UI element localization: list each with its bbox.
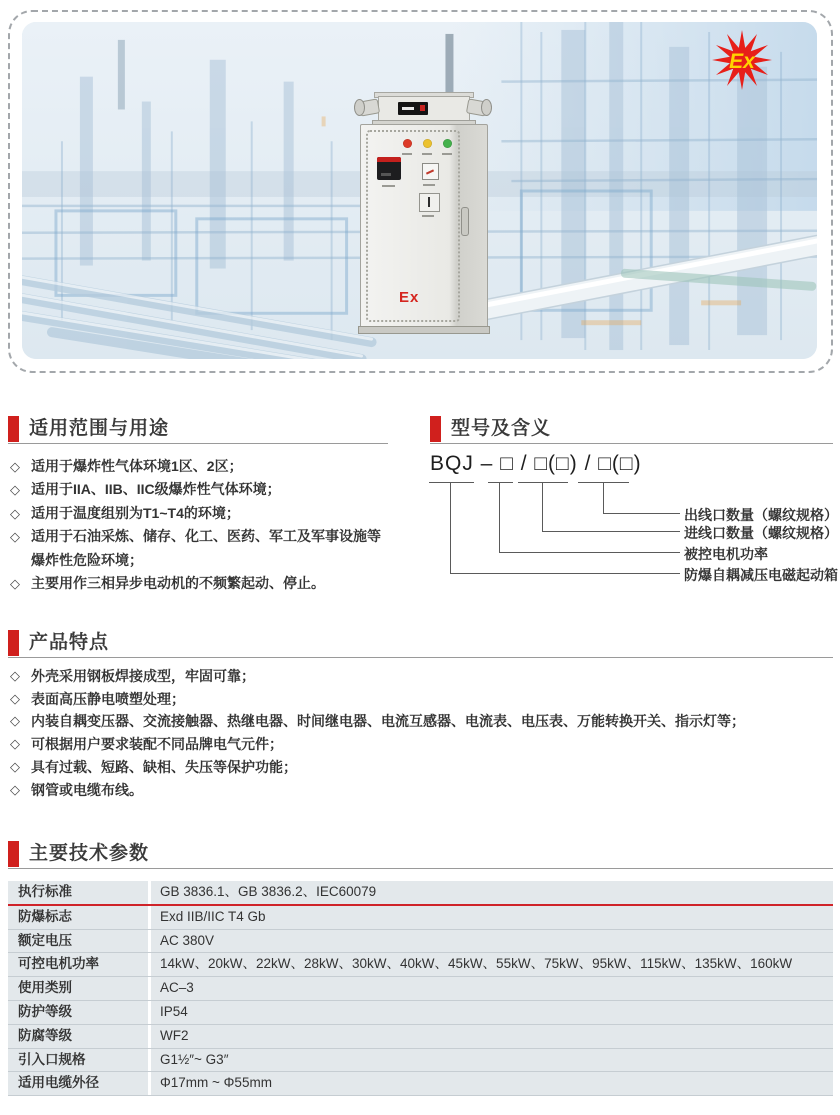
bullet-text: 可根据用户要求装配不同品牌电气元件； bbox=[31, 736, 283, 753]
param-value: G1½″~ G3″ bbox=[151, 1049, 833, 1072]
diamond-bullet-icon: ◇ bbox=[10, 758, 20, 774]
photo-frame bbox=[8, 10, 833, 373]
param-row bbox=[8, 1025, 833, 1049]
param-value: 14kW、20kW、22kW、28kW、30kW、40kW、45kW、55kW、75kW、95kW、115kW、135kW、160kW bbox=[151, 953, 833, 976]
bullet-item bbox=[10, 525, 394, 572]
breaker-label-mark bbox=[382, 185, 395, 187]
yellow-indicator-light bbox=[423, 139, 432, 148]
bullet-item bbox=[10, 756, 830, 779]
param-row bbox=[8, 881, 833, 906]
section-title-features: 产品特点 bbox=[29, 632, 110, 653]
section-accent-bar bbox=[430, 416, 441, 442]
model-label: 被控电机功率 bbox=[684, 546, 768, 562]
bullet-item bbox=[10, 733, 830, 756]
model-code: BQJ – □ / □(□) / □(□) bbox=[430, 452, 642, 475]
cabinet-display-window bbox=[398, 102, 428, 115]
features-list bbox=[10, 665, 830, 801]
bullet-text: 主要用作三相异步电动机的不频繁起动、停止。 bbox=[31, 575, 325, 592]
param-label: 防护等级 bbox=[8, 1001, 151, 1024]
bullet-item bbox=[10, 688, 830, 711]
bullet-text: 具有过载、短路、缺相、失压等保护功能； bbox=[31, 758, 297, 775]
cabinet-body bbox=[360, 124, 488, 328]
ex-certification-badge bbox=[708, 28, 776, 92]
param-row bbox=[8, 953, 833, 977]
cabinet-base-flange bbox=[358, 326, 490, 334]
green-indicator-light bbox=[443, 139, 452, 148]
param-row bbox=[8, 1001, 833, 1025]
bullet-text: 适用于温度组别为T1~T4的环境； bbox=[31, 504, 240, 521]
model-label: 进线口数量（螺纹规格） bbox=[684, 525, 838, 541]
param-value: AC–3 bbox=[151, 977, 833, 1000]
diagram-line bbox=[499, 552, 680, 553]
bullet-item bbox=[10, 779, 830, 802]
meter-label-mark bbox=[423, 184, 435, 186]
diagram-line bbox=[518, 482, 568, 483]
diagram-line bbox=[488, 482, 513, 483]
bullet-item bbox=[10, 665, 830, 688]
param-label: 防腐等级 bbox=[8, 1025, 151, 1048]
bullet-text: 表面高压静电喷塑处理； bbox=[31, 690, 185, 707]
diamond-bullet-icon: ◇ bbox=[10, 713, 20, 729]
cabinet-ex-marking: Ex bbox=[399, 289, 420, 306]
section-accent-bar bbox=[8, 630, 19, 656]
red-indicator-light bbox=[403, 139, 412, 148]
indicator-label-mark bbox=[402, 153, 412, 155]
starburst-icon bbox=[708, 28, 776, 92]
bullet-text: 外壳采用钢板焊接成型，牢固可靠； bbox=[31, 668, 255, 684]
model-label: 出线口数量（螺纹规格） bbox=[684, 507, 838, 523]
param-row bbox=[8, 977, 833, 1001]
param-value: WF2 bbox=[151, 1025, 833, 1048]
diagram-line bbox=[450, 482, 451, 573]
panel-meter bbox=[422, 163, 439, 180]
diagram-line bbox=[429, 482, 474, 483]
param-row bbox=[8, 906, 833, 930]
param-label: 适用电缆外径 bbox=[8, 1072, 151, 1095]
bullet-item bbox=[10, 710, 830, 733]
param-label: 执行标准 bbox=[8, 881, 151, 904]
section-header-features bbox=[8, 630, 833, 658]
param-label: 额定电压 bbox=[8, 930, 151, 953]
param-row bbox=[8, 1049, 833, 1073]
bullet-text: 钢管或电缆布线。 bbox=[31, 781, 143, 798]
model-code-diagram bbox=[430, 452, 838, 592]
diamond-bullet-icon: ◇ bbox=[10, 781, 20, 797]
diamond-bullet-icon: ◇ bbox=[10, 736, 20, 752]
section-accent-bar bbox=[8, 841, 19, 867]
bullet-item bbox=[10, 502, 394, 525]
diagram-line bbox=[603, 482, 604, 513]
bullet-item bbox=[10, 572, 394, 595]
diamond-bullet-icon: ◇ bbox=[10, 690, 20, 706]
section-title-params: 主要技术参数 bbox=[29, 843, 150, 864]
cable-gland-cap-right bbox=[481, 99, 492, 116]
diamond-bullet-icon: ◇ bbox=[10, 668, 20, 683]
section-title-usage: 适用范围与用途 bbox=[29, 418, 170, 439]
param-label: 引入口规格 bbox=[8, 1049, 151, 1072]
param-value: GB 3836.1、GB 3836.2、IEC60079 bbox=[151, 881, 833, 904]
diagram-line bbox=[542, 531, 680, 532]
indicator-label-mark bbox=[422, 153, 432, 155]
param-value: Φ17mm ~ Φ55mm bbox=[151, 1072, 833, 1095]
section-title-model: 型号及含义 bbox=[451, 418, 552, 439]
diagram-line bbox=[603, 513, 680, 514]
ex-badge-text: Ex bbox=[729, 50, 755, 73]
diagram-line bbox=[450, 573, 680, 574]
param-label: 防爆标志 bbox=[8, 906, 151, 929]
param-row bbox=[8, 930, 833, 954]
diamond-bullet-icon: ◇ bbox=[10, 505, 20, 521]
usage-list bbox=[10, 455, 394, 595]
diamond-bullet-icon: ◇ bbox=[10, 482, 20, 498]
indicator-label-mark bbox=[442, 153, 452, 155]
model-label: 防爆自耦减压电磁起动箱 bbox=[684, 567, 838, 583]
section-header-usage bbox=[8, 416, 388, 444]
diamond-bullet-icon: ◇ bbox=[10, 529, 20, 545]
param-row bbox=[8, 1072, 833, 1096]
product-cabinet-image bbox=[358, 86, 488, 334]
diagram-line bbox=[542, 482, 543, 531]
params-table bbox=[8, 881, 833, 1096]
param-value: AC 380V bbox=[151, 930, 833, 953]
bullet-text: 内装自耦变压器、交流接触器、热继电器、时间继电器、电流互感器、电流表、电压表、万能转换开关、指示灯等； bbox=[31, 713, 745, 730]
param-label: 使用类别 bbox=[8, 977, 151, 1000]
bullet-text: 适用于IIA、IIB、IIC级爆炸性气体环境； bbox=[31, 481, 281, 498]
bullet-item bbox=[10, 478, 394, 501]
door-handle bbox=[461, 207, 469, 236]
diamond-bullet-icon: ◇ bbox=[10, 459, 20, 474]
bullet-text: 适用于石油采炼、储存、化工、医药、军工及军事设施等爆炸性危险环境； bbox=[31, 528, 381, 568]
circuit-breaker bbox=[377, 157, 401, 180]
cable-gland-cap-left bbox=[354, 99, 365, 116]
param-label: 可控电机功率 bbox=[8, 953, 151, 976]
diagram-line bbox=[499, 482, 500, 552]
param-value: IP54 bbox=[151, 1001, 833, 1024]
switch-label-mark bbox=[422, 215, 434, 217]
section-accent-bar bbox=[8, 416, 19, 442]
diamond-bullet-icon: ◇ bbox=[10, 576, 20, 592]
param-value: Exd IIB/IIC T4 Gb bbox=[151, 906, 833, 929]
section-header-model bbox=[430, 416, 833, 444]
bullet-item bbox=[10, 455, 394, 478]
bullet-text: 适用于爆炸性气体环境1区、2区； bbox=[31, 458, 243, 474]
plant-photo bbox=[22, 22, 817, 359]
selector-switch bbox=[419, 193, 440, 212]
section-header-params bbox=[8, 841, 833, 869]
